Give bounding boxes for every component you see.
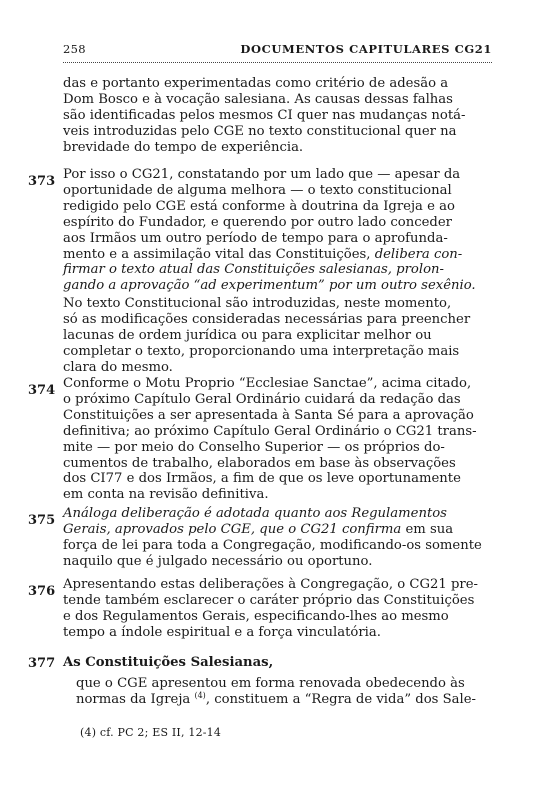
text-line: em conta na revisão definitiva. xyxy=(63,487,269,503)
page-number: 258 xyxy=(63,42,86,56)
text-line xyxy=(76,692,493,708)
text-segment: mento e a assimilação vital das Constituições, xyxy=(63,246,375,262)
intro-paragraph xyxy=(63,76,493,156)
footnote-reference[interactable]: (4) xyxy=(194,690,206,700)
text-segment: , constituem a “Regra de vida” dos Sale- xyxy=(205,691,476,707)
running-title: DOCUMENTOS CAPITULARES CG21 xyxy=(240,42,492,56)
text-line: Constituições a ser apresentada à Santa Sé para a aprovação xyxy=(63,407,474,423)
paragraph-376 xyxy=(63,577,493,641)
text-line xyxy=(63,262,493,278)
text-line: Conforme o Motu Proprio “Ecclesiae Sanctae”, acima citado, xyxy=(63,376,472,391)
text-line: são identificadas pelos mesmos CI quer nas mudanças notá- xyxy=(63,107,466,123)
text-segment: normas da Igreja xyxy=(76,691,195,707)
text-line: clara do mesmo. xyxy=(63,359,173,375)
italic-segment: firmar o texto atual das Constituições salesianas, prolon- xyxy=(63,262,444,278)
text-line: redigido pelo CGE está conforme à doutrina da Igreja e ao xyxy=(63,198,455,214)
text-line: Por isso o CG21, constatando por um lado que — apesar da xyxy=(63,167,461,182)
text-line: só as modificações consideradas necessárias para preencher xyxy=(63,311,471,327)
text-line xyxy=(63,522,493,538)
text-line: definitiva; ao próximo Capítulo Geral Ordinário o CG21 trans- xyxy=(63,423,477,439)
text-line xyxy=(63,506,493,522)
text-line: dos CI77 e dos Irmãos, a fim de que os leve oportunamente xyxy=(63,471,461,487)
text-line: completar o texto, proporcionando uma interpretação mais xyxy=(63,343,460,359)
paragraph-number-376: 376 xyxy=(28,584,56,599)
text-line xyxy=(63,247,493,263)
text-line: o próximo Capítulo Geral Ordinário cuidará da redação das xyxy=(63,391,461,407)
italic-segment: delibera con- xyxy=(374,246,463,262)
text-line: No texto Constitucional são introduzidas, neste momento, xyxy=(63,296,452,311)
text-line: cumentos de trabalho, elaborados em base às observações xyxy=(63,455,456,471)
paragraph-377-body xyxy=(76,676,493,708)
text-line: tempo a índole espiritual e a força vinculatória. xyxy=(63,624,381,640)
text-line: e dos Regulamentos Gerais, especificando-lhes ao mesmo xyxy=(63,608,449,624)
paragraph-375 xyxy=(63,506,493,570)
text-line: lacunas de ordem jurídica ou para explicitar melhor ou xyxy=(63,327,432,343)
header-rule xyxy=(63,62,492,63)
text-line: Apresentando estas deliberações à Congregação, o CG21 pre- xyxy=(63,577,478,592)
text-line: das e portanto experimentadas como critério de adesão a xyxy=(63,76,449,91)
paragraph-number-375: 375 xyxy=(28,513,56,528)
text-line: aos Irmãos um outro período de tempo para o aprofunda- xyxy=(63,230,448,246)
text-line xyxy=(63,278,493,294)
italic-segment: Gerais, aprovados pelo CGE, que o CG21 confirma xyxy=(63,521,402,537)
paragraph-377 xyxy=(63,655,493,671)
text-line: mite — por meio do Conselho Superior — os próprios do- xyxy=(63,439,445,455)
text-line: que o CGE apresentou em forma renovada obedecendo às xyxy=(76,676,465,691)
text-line: oportunidade de alguma melhora — o texto constitucional xyxy=(63,182,452,198)
text-line: tende também esclarecer o caráter próprio das Constituições xyxy=(63,592,475,608)
paragraph-number-377: 377 xyxy=(28,656,56,671)
italic-segment: gando a aprovação “ad experimentum” por um outro sexênio. xyxy=(63,278,476,294)
text-line: espírito do Fundador, e querendo por outro lado conceder xyxy=(63,214,452,230)
text-line: brevidade do tempo de experiência. xyxy=(63,139,304,155)
italic-segment: Análoga deliberação é adotada quanto aos Regulamentos xyxy=(63,506,447,521)
text-line: veis introduzidas pelo CGE no texto constitucional quer na xyxy=(63,123,457,139)
paragraph-number-374: 374 xyxy=(28,383,56,398)
text-line: naquilo que é julgado necessário ou oportuno. xyxy=(63,553,373,569)
paragraph-number-373: 373 xyxy=(28,174,56,189)
paragraph-373 xyxy=(63,167,493,294)
paragraph-374 xyxy=(63,376,493,503)
paragraph-373-continued xyxy=(63,296,493,376)
footnote: (4) cf. PC 2; ES II, 12-14 xyxy=(80,726,222,739)
section-heading: As Constituições Salesianas, xyxy=(63,655,274,670)
text-segment: em sua xyxy=(401,521,454,537)
running-header xyxy=(63,42,492,58)
text-line: Dom Bosco e à vocação salesiana. As causas dessas falhas xyxy=(63,91,453,107)
text-line: força de lei para toda a Congregação, modificando-os somente xyxy=(63,537,482,553)
